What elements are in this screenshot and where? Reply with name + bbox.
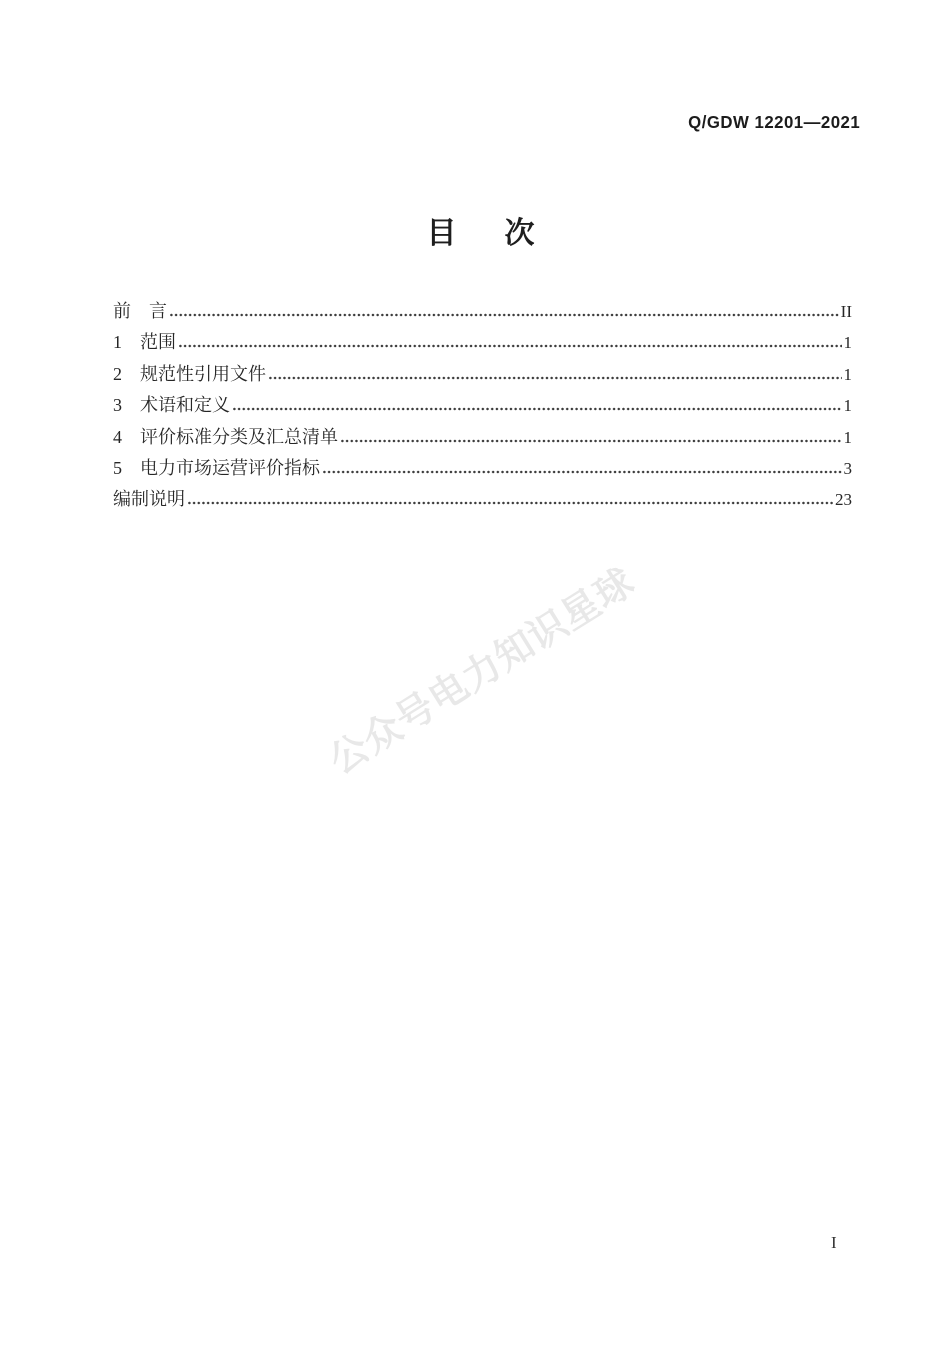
document-code-header: Q/GDW 12201—2021 (687, 112, 860, 132)
dot-leader (179, 344, 842, 348)
toc-entry-evaluation-standard-list (113, 422, 852, 453)
toc-entry-page: 3 (843, 458, 852, 478)
toc-entry-label: 前 言 (113, 301, 167, 321)
toc-entry-foreword (113, 296, 852, 327)
footer-page-number: I (831, 1233, 837, 1252)
toc-entry-label: 5 电力市场运营评价指标 (113, 457, 320, 478)
toc-entry-label: 4 评价标准分类及汇总清单 (113, 426, 338, 447)
dot-leader (323, 470, 842, 474)
dot-leader (233, 407, 842, 411)
toc-entry-page: 23 (835, 490, 852, 510)
toc-entry-page: 1 (843, 427, 852, 447)
table-of-contents (113, 296, 852, 516)
dot-leader (188, 501, 833, 505)
toc-entry-page: 1 (843, 333, 852, 353)
toc-entry-page: II (840, 302, 852, 321)
toc-entry-page: 1 (843, 364, 852, 384)
toc-entry-label: 3 术语和定义 (113, 395, 230, 416)
toc-entry-label: 编制说明 (113, 489, 185, 510)
toc-entry-page: 1 (843, 396, 852, 416)
page-title: 目 次 (426, 217, 544, 250)
toc-entry-normative-references (113, 359, 852, 390)
toc-entry-market-operation-indicators (113, 453, 852, 484)
toc-entry-compilation-notes (113, 484, 852, 515)
toc-entry-label: 1 范围 (113, 332, 176, 353)
dot-leader (269, 376, 842, 380)
toc-entry-scope (113, 327, 852, 358)
dot-leader (170, 313, 839, 317)
dot-leader (341, 439, 842, 443)
toc-entry-terms-definitions (113, 390, 852, 421)
watermark-text: 公众号电力知识星球 (322, 561, 643, 783)
toc-entry-label: 2 规范性引用文件 (113, 363, 266, 384)
